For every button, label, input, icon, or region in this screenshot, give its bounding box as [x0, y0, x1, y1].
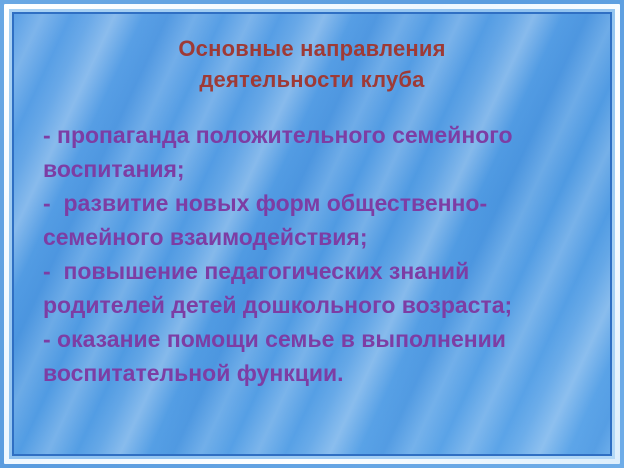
body-line: - оказание помощи семье в выполнении [43, 326, 506, 352]
body-line: - повышение педагогических знаний [43, 258, 470, 284]
body-line: родителей детей дошкольного возраста; [43, 292, 513, 318]
frame-white-stripe [4, 4, 620, 464]
slide-body [43, 118, 600, 390]
slide-title [14, 33, 610, 95]
title-line: деятельности клуба [199, 67, 425, 92]
frame-light-blue-stripe [9, 9, 615, 459]
body-line: воспитательной функции. [43, 360, 344, 386]
body-line: воспитания; [43, 156, 185, 182]
body-line: - развитие новых форм общественно- [43, 190, 488, 216]
body-line: - пропаганда положительного семейного [43, 122, 513, 148]
body-line: семейного взаимодействия; [43, 224, 368, 250]
slide-content [12, 12, 612, 456]
title-line: Основные направления [178, 36, 446, 61]
